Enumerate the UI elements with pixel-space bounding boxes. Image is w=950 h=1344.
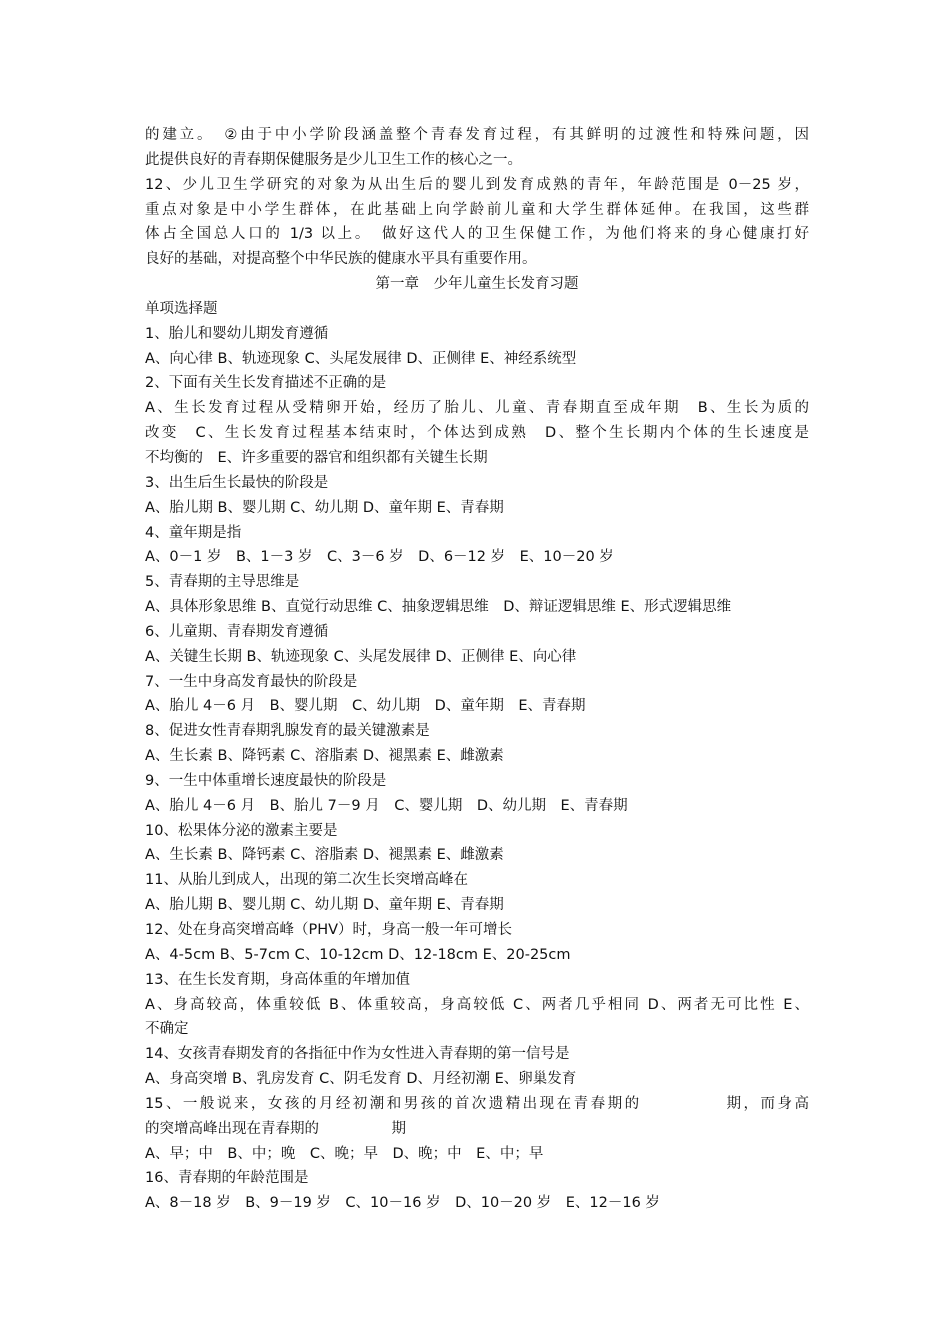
text-line: 10、松果体分泌的激素主要是 <box>145 822 338 839</box>
text-line: 9、一生中体重增长速度最快的阶段是 <box>145 772 387 789</box>
text-line: A、胎儿期 B、婴儿期 C、幼儿期 D、童年期 E、青春期 <box>145 499 504 516</box>
text-line: 的突增高峰出现在青春期的 期 <box>145 1120 406 1137</box>
text-line: 6、儿童期、青春期发育遵循 <box>145 623 329 640</box>
text-line: A、4-5cm B、5-7cm C、10-12cm D、12-18cm E、20-25cm <box>145 946 571 963</box>
text-line: A、向心律 B、轨迹现象 C、头尾发展律 D、正侧律 E、神经系统型 <box>145 350 577 367</box>
text-line: 13、在生长发育期，身高体重的年增加值 <box>145 971 410 988</box>
chapter-heading: 第一章 少年儿童生长发育习题 <box>375 276 579 293</box>
text-line: A、生长素 B、降钙素 C、溶脂素 D、褪黑素 E、雌激素 <box>145 748 504 765</box>
text-line: A、关键生长期 B、轨迹现象 C、头尾发展律 D、正侧律 E、向心律 <box>145 648 577 665</box>
text-line: A、具体形象思维 B、直觉行动思维 C、抽象逻辑思维 D、辩证逻辑思维 E、形式逻辑思维 <box>145 599 732 616</box>
text-line: A、0－1 岁 B、1－3 岁 C、3－6 岁 D、6－12 岁 E、10－20 岁 <box>145 549 614 566</box>
text-line: 不均衡的 E、许多重要的器官和组织都有关键生长期 <box>145 449 488 466</box>
text-line: 11、从胎儿到成人，出现的第二次生长突增高峰在 <box>145 872 468 889</box>
text-line: 的建立。 ②由于中小学阶段涵盖整个青春发育过程，有其鲜明的过渡性和特殊问题，因 <box>145 127 809 143</box>
text-line: 3、出生后生长最快的阶段是 <box>145 474 329 491</box>
text-line: A、8－18 岁 B、9－19 岁 C、10－16 岁 D、10－20 岁 E、12－16 岁 <box>145 1195 660 1212</box>
text-line: A、胎儿期 B、婴儿期 C、幼儿期 D、童年期 E、青春期 <box>145 897 504 914</box>
text-line: A、身高突增 B、乳房发育 C、阴毛发育 D、月经初潮 E、卵巢发育 <box>145 1071 577 1088</box>
text-line: 8、促进女性青春期乳腺发育的最关键激素是 <box>145 723 430 740</box>
text-line: 2、下面有关生长发育描述不正确的是 <box>145 375 387 392</box>
text-line: 单项选择题 <box>145 300 218 317</box>
text-line: A、身高较高，体重较低 B、体重较高，身高较低 C、两者几乎相同 D、两者无可比性 E、 <box>145 996 809 1013</box>
text-line: A、胎儿 4－6 月 B、婴儿期 C、幼儿期 D、童年期 E、青春期 <box>145 698 586 715</box>
text-line: 良好的基础，对提高整个中华民族的健康水平具有重要作用。 <box>145 251 537 268</box>
text-line: 改变 C、生长发育过程基本结束时，个体达到成熟 D、整个生长期内个体的生长速度是 <box>145 425 809 442</box>
text-line: 重点对象是中小学生群体，在此基础上向学龄前儿童和大学生群体延伸。在我国，这些群 <box>145 201 809 218</box>
text-line: 4、童年期是指 <box>145 524 242 541</box>
text-line: 7、一生中身高发育最快的阶段是 <box>145 673 358 690</box>
text-line: 12、少儿卫生学研究的对象为从出生后的婴儿到发育成熟的青年，年龄范围是 0－25 岁， <box>145 176 809 193</box>
text-line: 15、一般说来，女孩的月经初潮和男孩的首次遗精出现在青春期的 期，而身高 <box>145 1095 809 1112</box>
text-line: 此提供良好的青春期保健服务是少儿卫生工作的核心之一。 <box>145 151 522 168</box>
text-line: 16、青春期的年龄范围是 <box>145 1170 309 1187</box>
text-line: 5、青春期的主导思维是 <box>145 574 300 591</box>
text-line: 14、女孩青春期发育的各指征中作为女性进入青春期的第一信号是 <box>145 1046 570 1063</box>
text-line: A、生长素 B、降钙素 C、溶脂素 D、褪黑素 E、雌激素 <box>145 847 504 864</box>
text-line: A、早；中 B、中；晚 C、晚；早 D、晚；中 E、中；早 <box>145 1145 544 1162</box>
text-line: 不确定 <box>145 1021 189 1038</box>
document-body <box>145 123 809 1216</box>
text-line: 1、胎儿和婴幼儿期发育遵循 <box>145 325 329 342</box>
text-line: 体占全国总人口的 1/3 以上。 做好这代人的卫生保健工作，为他们将来的身心健康打好 <box>145 226 809 243</box>
text-line: 12、处在身高突增高峰（PHV）时，身高一般一年可增长 <box>145 922 513 938</box>
text-line: A、生长发育过程从受精卵开始，经历了胎儿、儿童、青春期直至成年期 B、生长为质的 <box>145 400 809 417</box>
text-line: A、胎儿 4－6 月 B、胎儿 7－9 月 C、婴儿期 D、幼儿期 E、青春期 <box>145 797 628 814</box>
